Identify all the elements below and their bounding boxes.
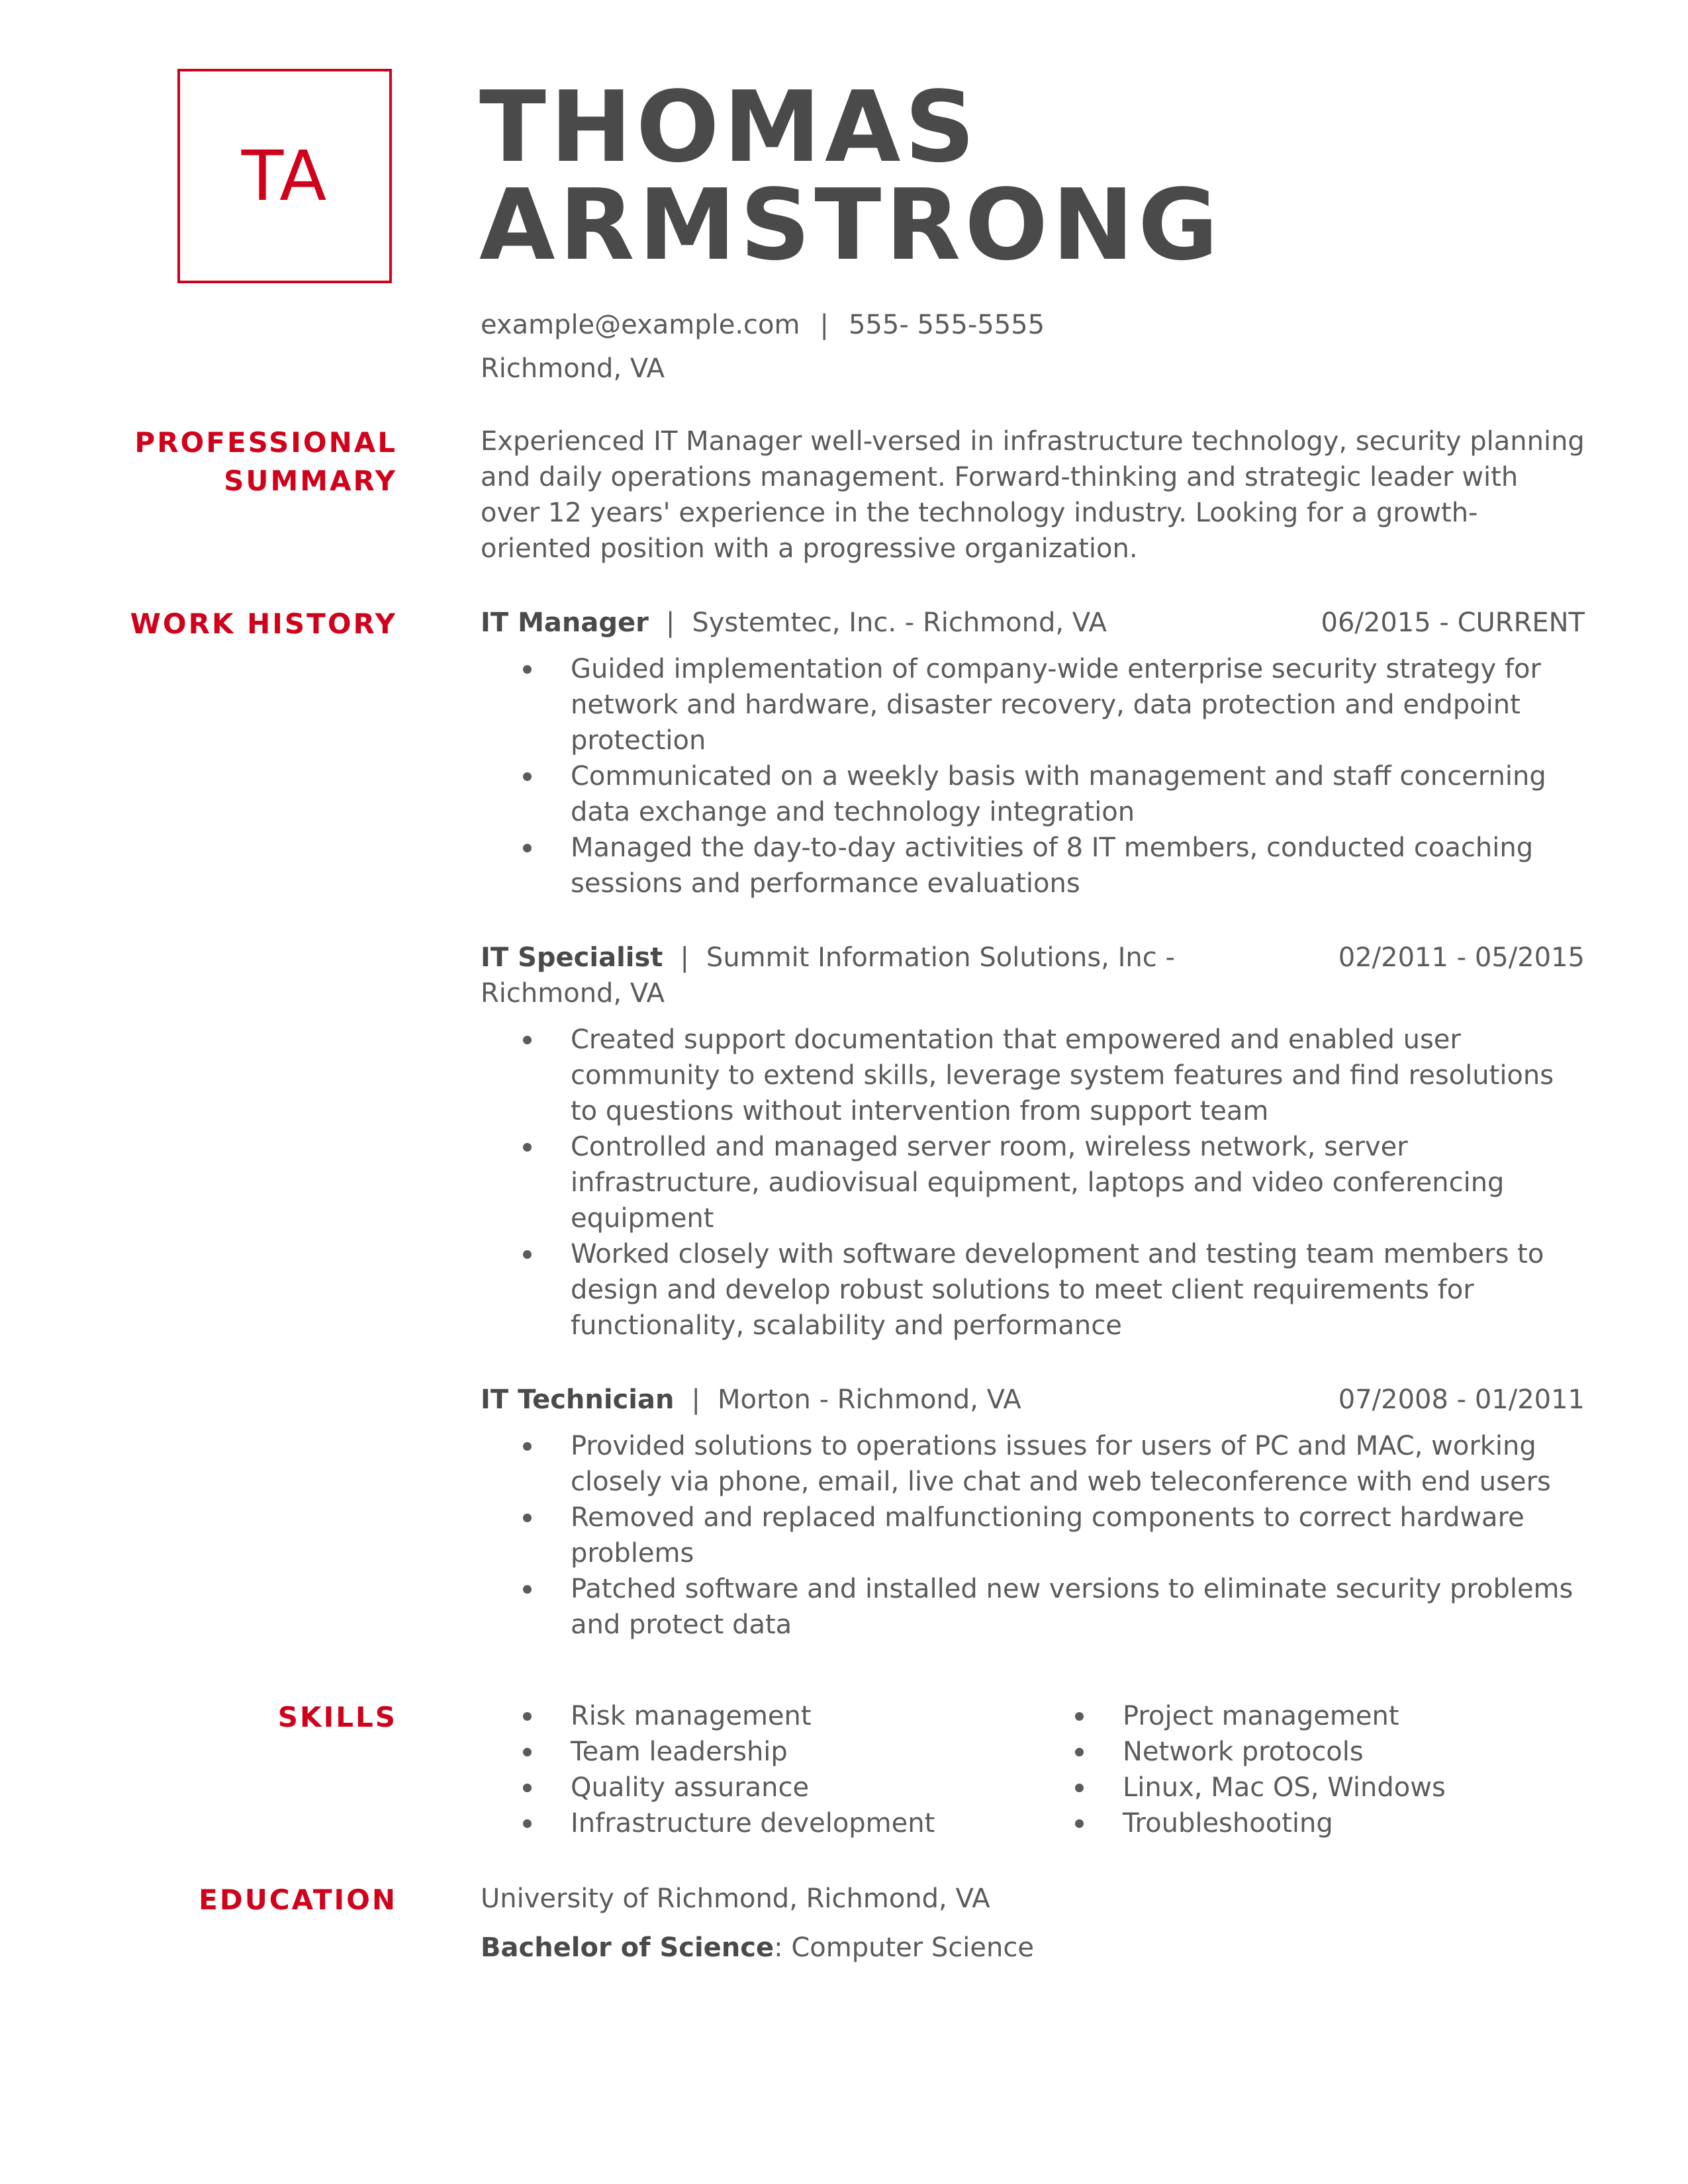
summary-heading-line1: PROFESSIONAL [134,426,397,459]
summary-text: Experienced IT Manager well-versed in infrastructure technology, security planning and daily operations management. Forward-thinking and strategic leader with over 12 years' experience in the technology industry. Looking for a growth-oriented position with a progressive organization. [481,426,1585,564]
list-item: Linux, Mac OS, Windows [1123,1770,1585,1805]
list-item: Network protocols [1123,1734,1585,1770]
degree: Bachelor of Science [481,1933,774,1963]
field-of-study: Computer Science [791,1933,1034,1963]
degree-separator: : [774,1933,783,1963]
job-entry [481,940,1585,1343]
list-item: Project management [1123,1698,1585,1734]
contact-separator: | [820,310,829,340]
list-item: Team leadership [571,1734,1033,1770]
list-item: Guided implementation of company-wide enterprise security strategy for network and hardware, disaster recovery, data protection and endpoint protection [571,651,1585,758]
job-separator: | [691,1385,700,1415]
job-header [481,605,1585,641]
work-history-heading: WORK HISTORY [130,608,397,640]
list-item: Infrastructure development [571,1805,1033,1841]
degree-line [481,1930,1585,1966]
summary-heading [119,424,397,500]
job-dates: 02/2011 - 05/2015 [1338,942,1585,973]
education-section [481,1881,1585,1966]
list-item: Created support documentation that empowered and enabled user community to extend skills, leverage system features and find resolutions to questions without intervention from support team [571,1022,1585,1129]
education-heading: EDUCATION [199,1884,397,1916]
job-title: IT Manager [481,608,649,638]
monogram-badge [177,69,392,283]
list-item: Removed and replaced malfunctioning components to correct hardware problems [571,1500,1585,1571]
list-item: Patched software and installed new versions to eliminate security problems and protect data [571,1571,1585,1643]
skills-list-left [481,1698,1033,1841]
skills-list-right [1033,1698,1585,1841]
list-item: Quality assurance [571,1770,1033,1805]
job-bullets [481,1428,1585,1643]
job-header [481,1382,1585,1418]
list-item: Troubleshooting [1123,1805,1585,1841]
first-name: THOMAS [479,70,980,184]
list-item: Worked closely with software development and testing team members to design and develop robust solutions to meet client requirements for functionality, scalability and performance [571,1236,1585,1343]
school: University of Richmond, Richmond, VA [481,1884,990,1914]
job-company-line2: Richmond, VA [481,978,665,1009]
list-item: Controlled and managed server room, wireless network, server infrastructure, audiovisual equipment, laptops and video conferencing equipment [571,1129,1585,1236]
job-dates: 07/2008 - 01/2011 [1338,1385,1585,1415]
job-entry [481,605,1585,901]
list-item: Risk management [571,1698,1033,1734]
job-separator: | [665,608,675,638]
list-item: Communicated on a weekly basis with management and staff concerning data exchange and technology integration [571,758,1585,830]
job-bullets [481,1022,1585,1343]
list-item: Provided solutions to operations issues for users of PC and MAC, working closely via phone, email, live chat and web teleconference with end users [571,1428,1585,1500]
job-title: IT Specialist [481,942,663,973]
candidate-name [479,70,1223,282]
email: example@example.com [481,310,800,340]
work-history [481,605,1585,1643]
job-bullets [481,651,1585,901]
location: Richmond, VA [481,353,665,384]
skills-heading: SKILLS [277,1701,397,1733]
skills-section [481,1698,1585,1841]
monogram-initials: TA [241,136,328,216]
phone: 555- 555-5555 [848,310,1045,340]
contact-info [481,303,1045,390]
job-header [481,940,1585,976]
job-company: Summit Information Solutions, Inc - [706,942,1175,973]
last-name: ARMSTRONG [479,168,1223,282]
job-separator: | [680,942,689,973]
list-item: Managed the day-to-day activities of 8 IT members, conducted coaching sessions and performance evaluations [571,830,1585,901]
job-entry [481,1382,1585,1643]
job-company: Morton - Richmond, VA [717,1385,1021,1415]
summary-heading-line2: SUMMARY [224,465,397,497]
job-company: Systemtec, Inc. - Richmond, VA [692,608,1107,638]
job-title: IT Technician [481,1385,675,1415]
job-dates: 06/2015 - CURRENT [1321,608,1585,638]
